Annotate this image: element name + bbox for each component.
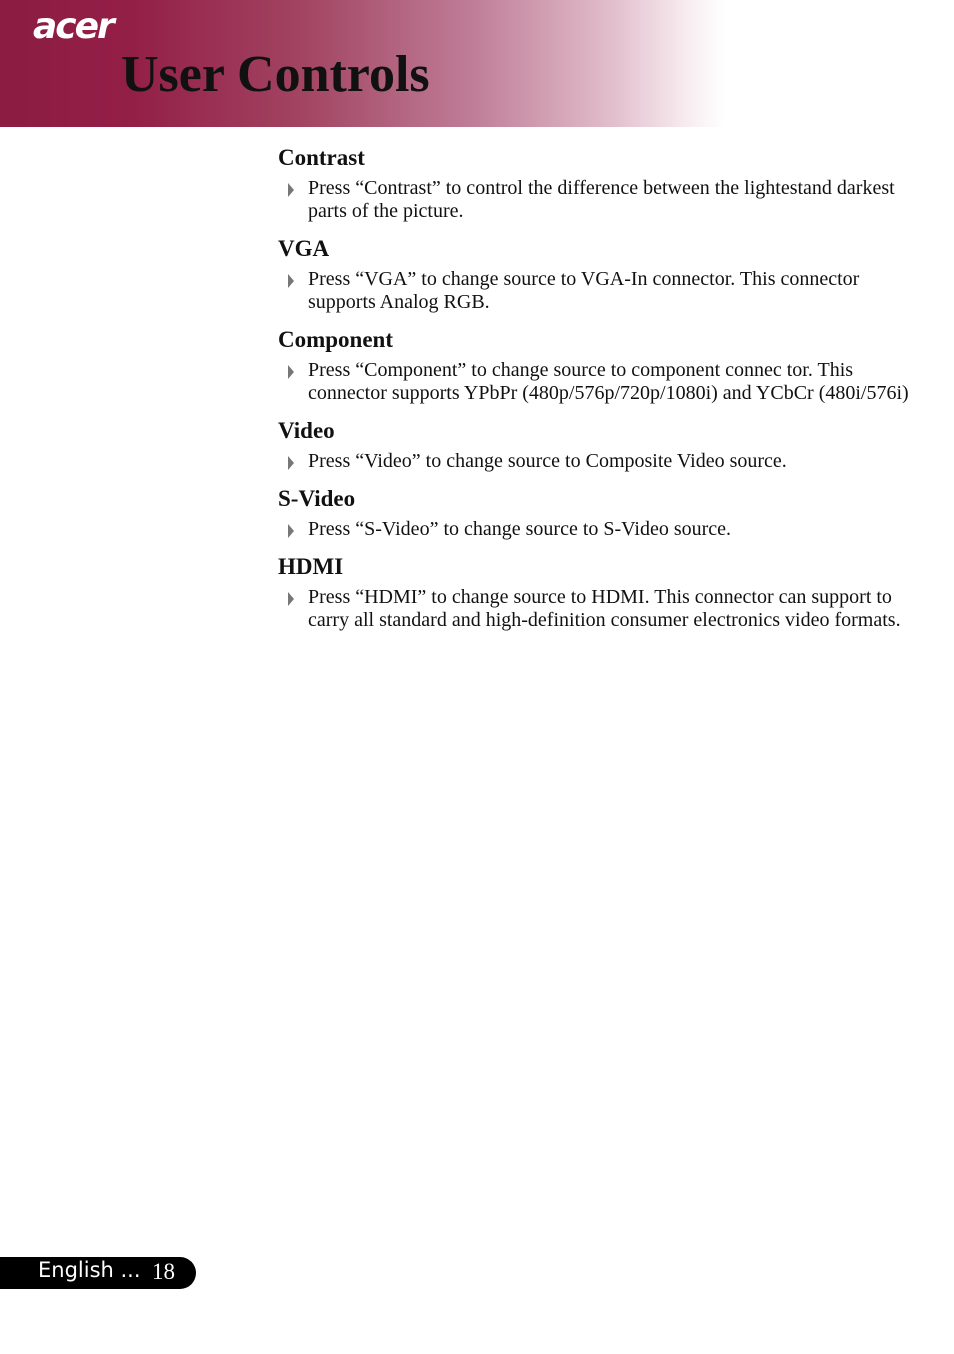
bullet-arrow-icon	[288, 456, 294, 470]
page-number: 18	[152, 1259, 175, 1284]
list-item	[278, 359, 918, 405]
item-text: Press “HDMI” to change source to HDMI. This connector can support to carry all standard and high-definition consumer electronics video formats.	[308, 586, 901, 631]
main-content	[278, 144, 918, 644]
item-text: Press “Contrast” to control the difference between the lightestand darkest parts of the picture.	[308, 177, 895, 222]
acer-logo: acer	[33, 6, 113, 47]
list-item	[278, 586, 918, 632]
item-text: Press “Component” to change source to component connec tor. This connector supports YPbPr (480p/576p/720p/1080i) and YCbCr (480i/576i)	[308, 359, 909, 404]
section-heading-s-video: S-Video	[278, 486, 356, 511]
bullet-arrow-icon	[288, 183, 294, 197]
section-heading-contrast: Contrast	[278, 145, 365, 170]
list-item	[278, 177, 918, 223]
footer-language: English ...	[38, 1258, 141, 1282]
section-heading-hdmi: HDMI	[278, 554, 344, 579]
page-footer	[0, 1257, 196, 1289]
bullet-arrow-icon	[288, 274, 294, 288]
list-item	[278, 450, 918, 473]
bullet-arrow-icon	[288, 592, 294, 606]
bullet-arrow-icon	[288, 524, 294, 538]
bullet-arrow-icon	[288, 365, 294, 379]
item-text: Press “Video” to change source to Composite Video source.	[308, 450, 787, 472]
list-item	[278, 268, 918, 314]
section-heading-video: Video	[278, 418, 335, 443]
header-banner	[0, 0, 954, 127]
list-item	[278, 518, 918, 541]
item-text: Press “S-Video” to change source to S-Video source.	[308, 518, 732, 540]
page-title: User Controls	[121, 46, 430, 103]
section-heading-vga: VGA	[278, 236, 330, 261]
section-heading-component: Component	[278, 327, 394, 352]
item-text: Press “VGA” to change source to VGA-In connector. This connector supports Analog RGB.	[308, 268, 860, 313]
